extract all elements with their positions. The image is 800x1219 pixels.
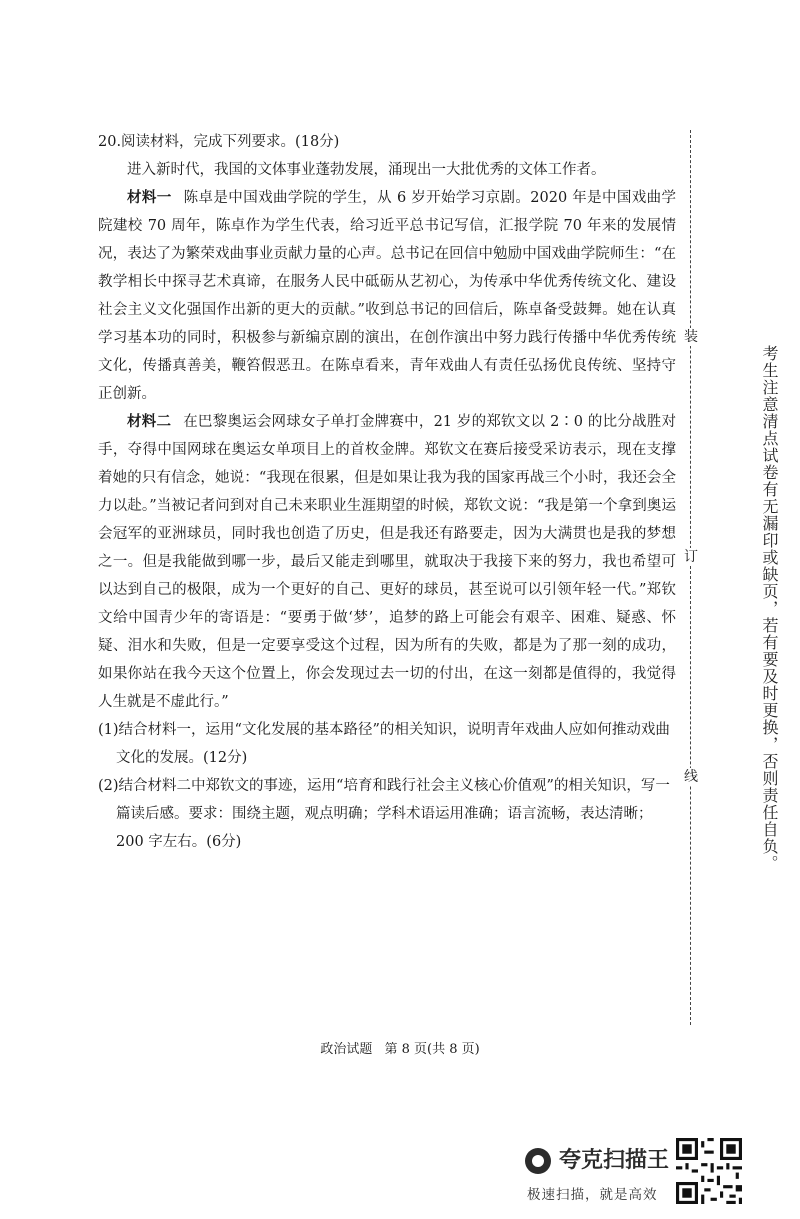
sub-question-2: (2)结合材料二中郑钦文的事迹，运用“培育和践行社会主义核心价值观”的相关知识，写一篇读后感。要求：围绕主题，观点明确；学科术语运用准确；语言流畅，表达清晰；200 字左右。(6分)	[98, 778, 670, 850]
material-one-label: 材料一	[127, 189, 172, 206]
scanner-slogan: 极速扫描，就是高效	[527, 1187, 658, 1203]
page-footer	[0, 1038, 800, 1057]
material-two	[98, 408, 676, 716]
sub-question-1: (1)结合材料一，运用“文化发展的基本路径”的相关知识，说明青年戏曲人应如何推动戏曲文化的发展。(12分)	[98, 722, 670, 766]
footer-subject: 政治试题	[320, 1042, 373, 1057]
question-intro: 进入新时代，我国的文体事业蓬勃发展，涌现出一大批优秀的文体工作者。	[127, 162, 606, 178]
scanner-brand: 夸克扫描王	[559, 1148, 670, 1173]
material-one	[98, 184, 676, 408]
material-one-text: 陈卓是中国戏曲学院的学生，从 6 岁开始学习京剧。2020 年是中国戏曲学院建校 70 周年，陈卓作为学生代表，给习近平总书记写信，汇报学院 70 年来的发展情况，表达了为繁荣戏曲事业贡献力量的心声。总书记在回信中勉励中国戏曲学院师生：“在教学相长中探寻艺术真谛，在服务人民中砥砺从艺初心，为传承中华优秀传统文化、建设社会主义文化强国作出新的更大的贡献。”收到总书记的回信后，陈卓备受鼓舞。她在认真学习基本功的同时，积极参与新编京剧的演出，在创作演出中努力践行传播中华优秀传统文化，传播真善美，鞭笞假恶丑。在陈卓看来，青年戏曲人有责任弘扬优良传统、坚持守正创新。	[98, 190, 677, 402]
material-two-text: 在巴黎奥运会网球女子单打金牌赛中，21 岁的郑钦文以 2∶0 的比分战胜对手，夺得中国网球在奥运女单项目上的首枚金牌。郑钦文在赛后接受采访表示，现在支撑着她的只有信念，她说：“我现在很累，但是如果让我为我的国家再战三个小时，我还会全力以赴。”当被记者问到对自己未来职业生涯期望的时候，郑钦文说：“我是第一个拿到奥运会冠军的亚洲球员，同时我也创造了历史，但是我还有路要走，因为大满贯也是我的梦想之一。但是我能做到哪一步，最后又能走到哪里，就取决于我接下来的努力，我也希望可以达到自己的极限，成为一个更好的自己、更好的球员，甚至说可以引领年轻一代。”郑钦文给中国青少年的寄语是：“要勇于做‘梦’，追梦的路上可能会有艰辛、困难、疑惑、怀疑、泪水和失败，但是一定要享受这个过程，因为所有的失败，都是为了那一刻的成功，如果你站在我今天这个位置上，你会发现过去一切的付出，在这一刻都是值得的，我觉得人生就是不虚此行。”	[98, 414, 676, 710]
question-20	[98, 128, 676, 856]
scanner-watermark	[525, 1145, 675, 1205]
qr-code-icon	[676, 1138, 742, 1204]
binding-char-xian: 线	[684, 769, 698, 785]
footer-page-number: 第 8 页(共 8 页)	[384, 1042, 480, 1057]
side-notice: 考生注意清点试卷有无漏印或缺页，若有要及时更换，否则责任自负。	[760, 345, 779, 872]
binding-char-zhuang: 装	[684, 329, 698, 345]
scanner-logo-icon	[525, 1148, 551, 1174]
binding-char-ding: 订	[684, 549, 698, 565]
material-two-label: 材料二	[127, 413, 172, 430]
question-title: 20.阅读材料，完成下列要求。(18分)	[98, 134, 340, 150]
binding-dashed-line	[690, 130, 691, 1025]
